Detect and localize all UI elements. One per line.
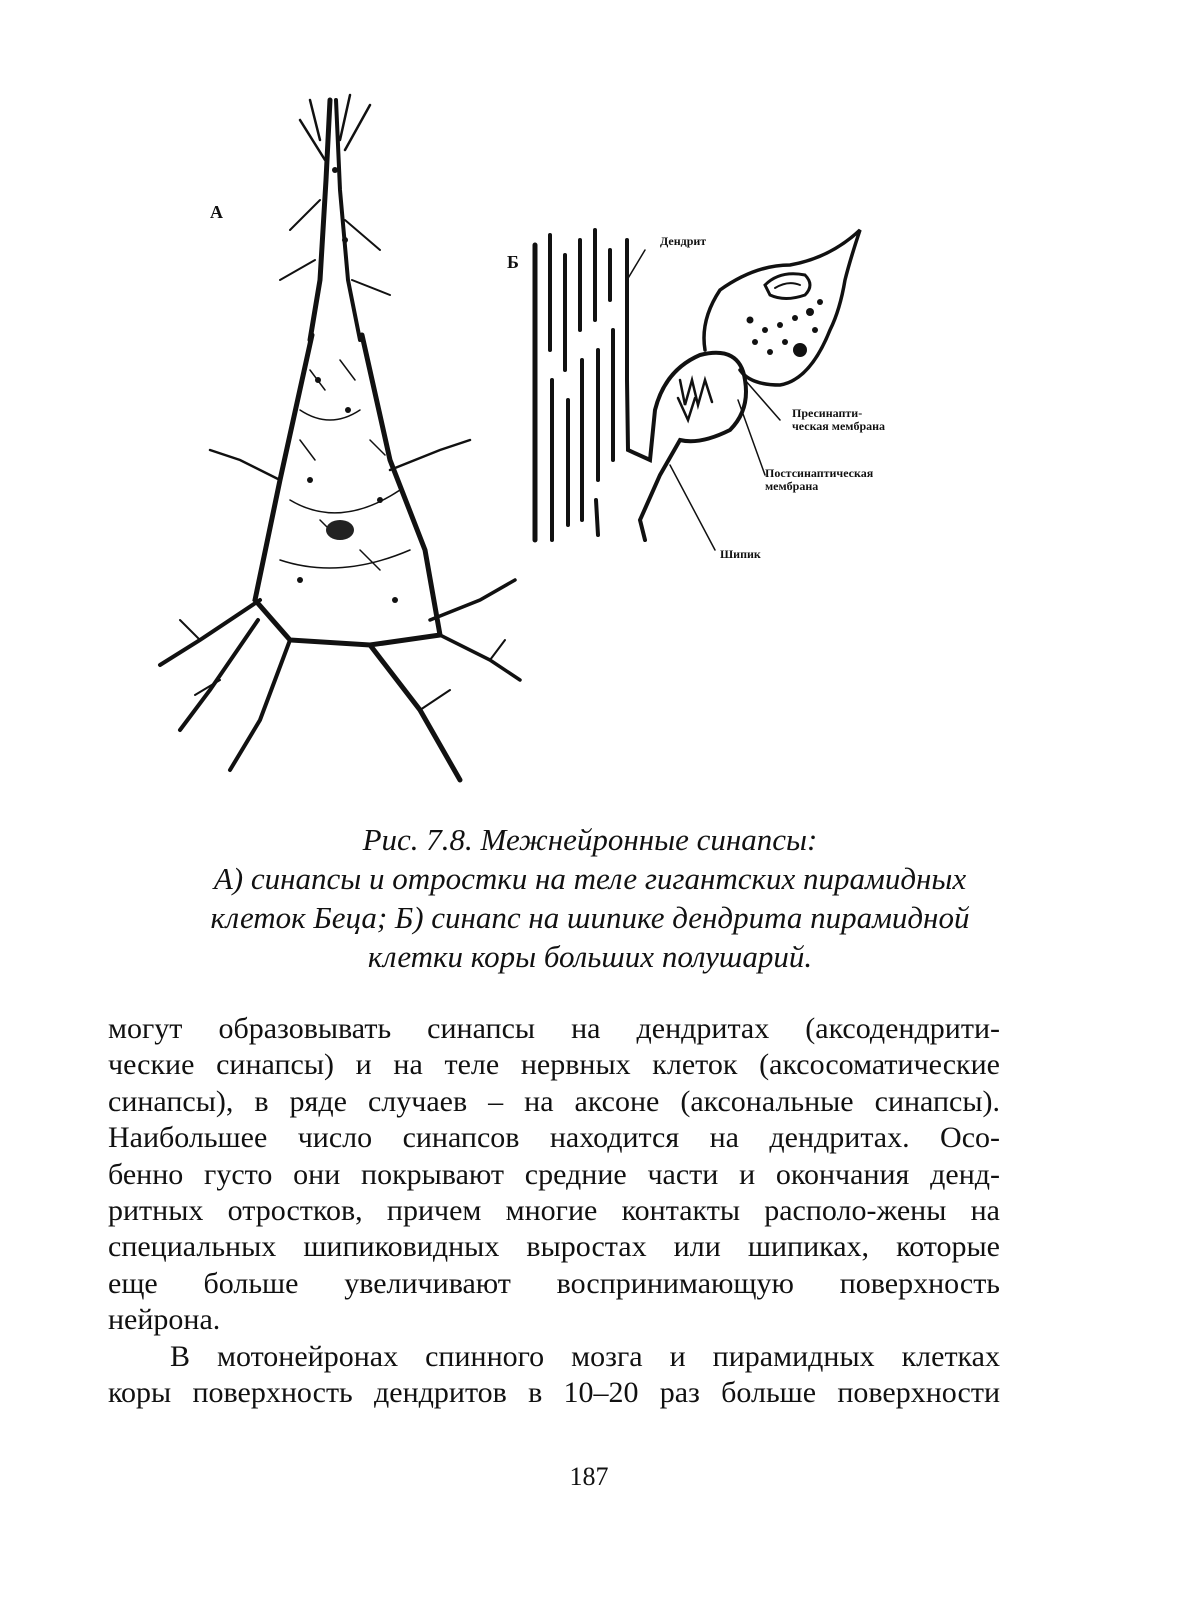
annotation-spine: Шипик	[720, 547, 761, 561]
text-line: В мотонейронах спинного мозга и пирамидных клетках	[170, 1339, 1000, 1373]
body-text	[108, 1011, 1000, 1411]
text-line: еще больше увеличивают воспринимающую поверхность	[108, 1266, 1000, 1300]
text-line: бенно густо они покрывают средние части и окончания денд-	[108, 1157, 1000, 1191]
figure-illustration	[140, 80, 1040, 820]
figure	[140, 80, 1040, 820]
text-line: Наибольшее число синапсов находится на дендритах. Осо-	[108, 1121, 1000, 1155]
text-line: коры поверхность дендритов в 10–20 раз больше поверхности	[108, 1376, 1000, 1410]
text-line: нейрона.	[108, 1303, 221, 1337]
synapse-diagram	[535, 230, 860, 550]
text-line: синапсы), в ряде случаев – на аксоне (аксональные синапсы).	[108, 1084, 1000, 1118]
caption-line: клетки коры больших полушарий.	[367, 939, 813, 974]
text-line: специальных шипиковидных выростах или шипиках, которые	[108, 1230, 1000, 1264]
annotation-dendrite: Дендрит	[660, 234, 707, 248]
text-line: могут образовывать синапсы на дендритах (аксодендрити-	[108, 1012, 1000, 1045]
paragraph-1	[108, 1011, 1000, 1339]
page-number: 187	[569, 1462, 609, 1491]
caption-line: клеток Беца; Б) синапс на шипике дендрита пирамидной	[210, 900, 970, 935]
annotation-presynaptic-membrane	[792, 407, 885, 433]
annotation-presynaptic-line1: Пресинапти-	[792, 406, 863, 420]
text-line: ритных отростков, причем многие контакты располо-жены на	[108, 1194, 1000, 1228]
pyramidal-cell-drawing	[160, 95, 520, 780]
annotation-postsynaptic-line2: мембрана	[765, 479, 819, 493]
caption-line: А) синапсы и отростки на теле гигантских пирамидных	[213, 861, 967, 896]
annotation-postsynaptic-line1: Постсинаптическая	[765, 466, 874, 480]
panel-label-b: Б	[507, 252, 519, 272]
annotation-presynaptic-line2: ческая мембрана	[792, 419, 886, 433]
text-line: ческие синапсы) и на теле нервных клеток (аксосоматические	[108, 1048, 1000, 1082]
annotation-postsynaptic-membrane	[765, 467, 873, 493]
figure-caption	[100, 820, 1080, 976]
panel-label-a: А	[210, 202, 223, 222]
caption-line: Рис. 7.8. Межнейронные синапсы:	[362, 822, 818, 857]
paragraph-2	[108, 1339, 1000, 1412]
